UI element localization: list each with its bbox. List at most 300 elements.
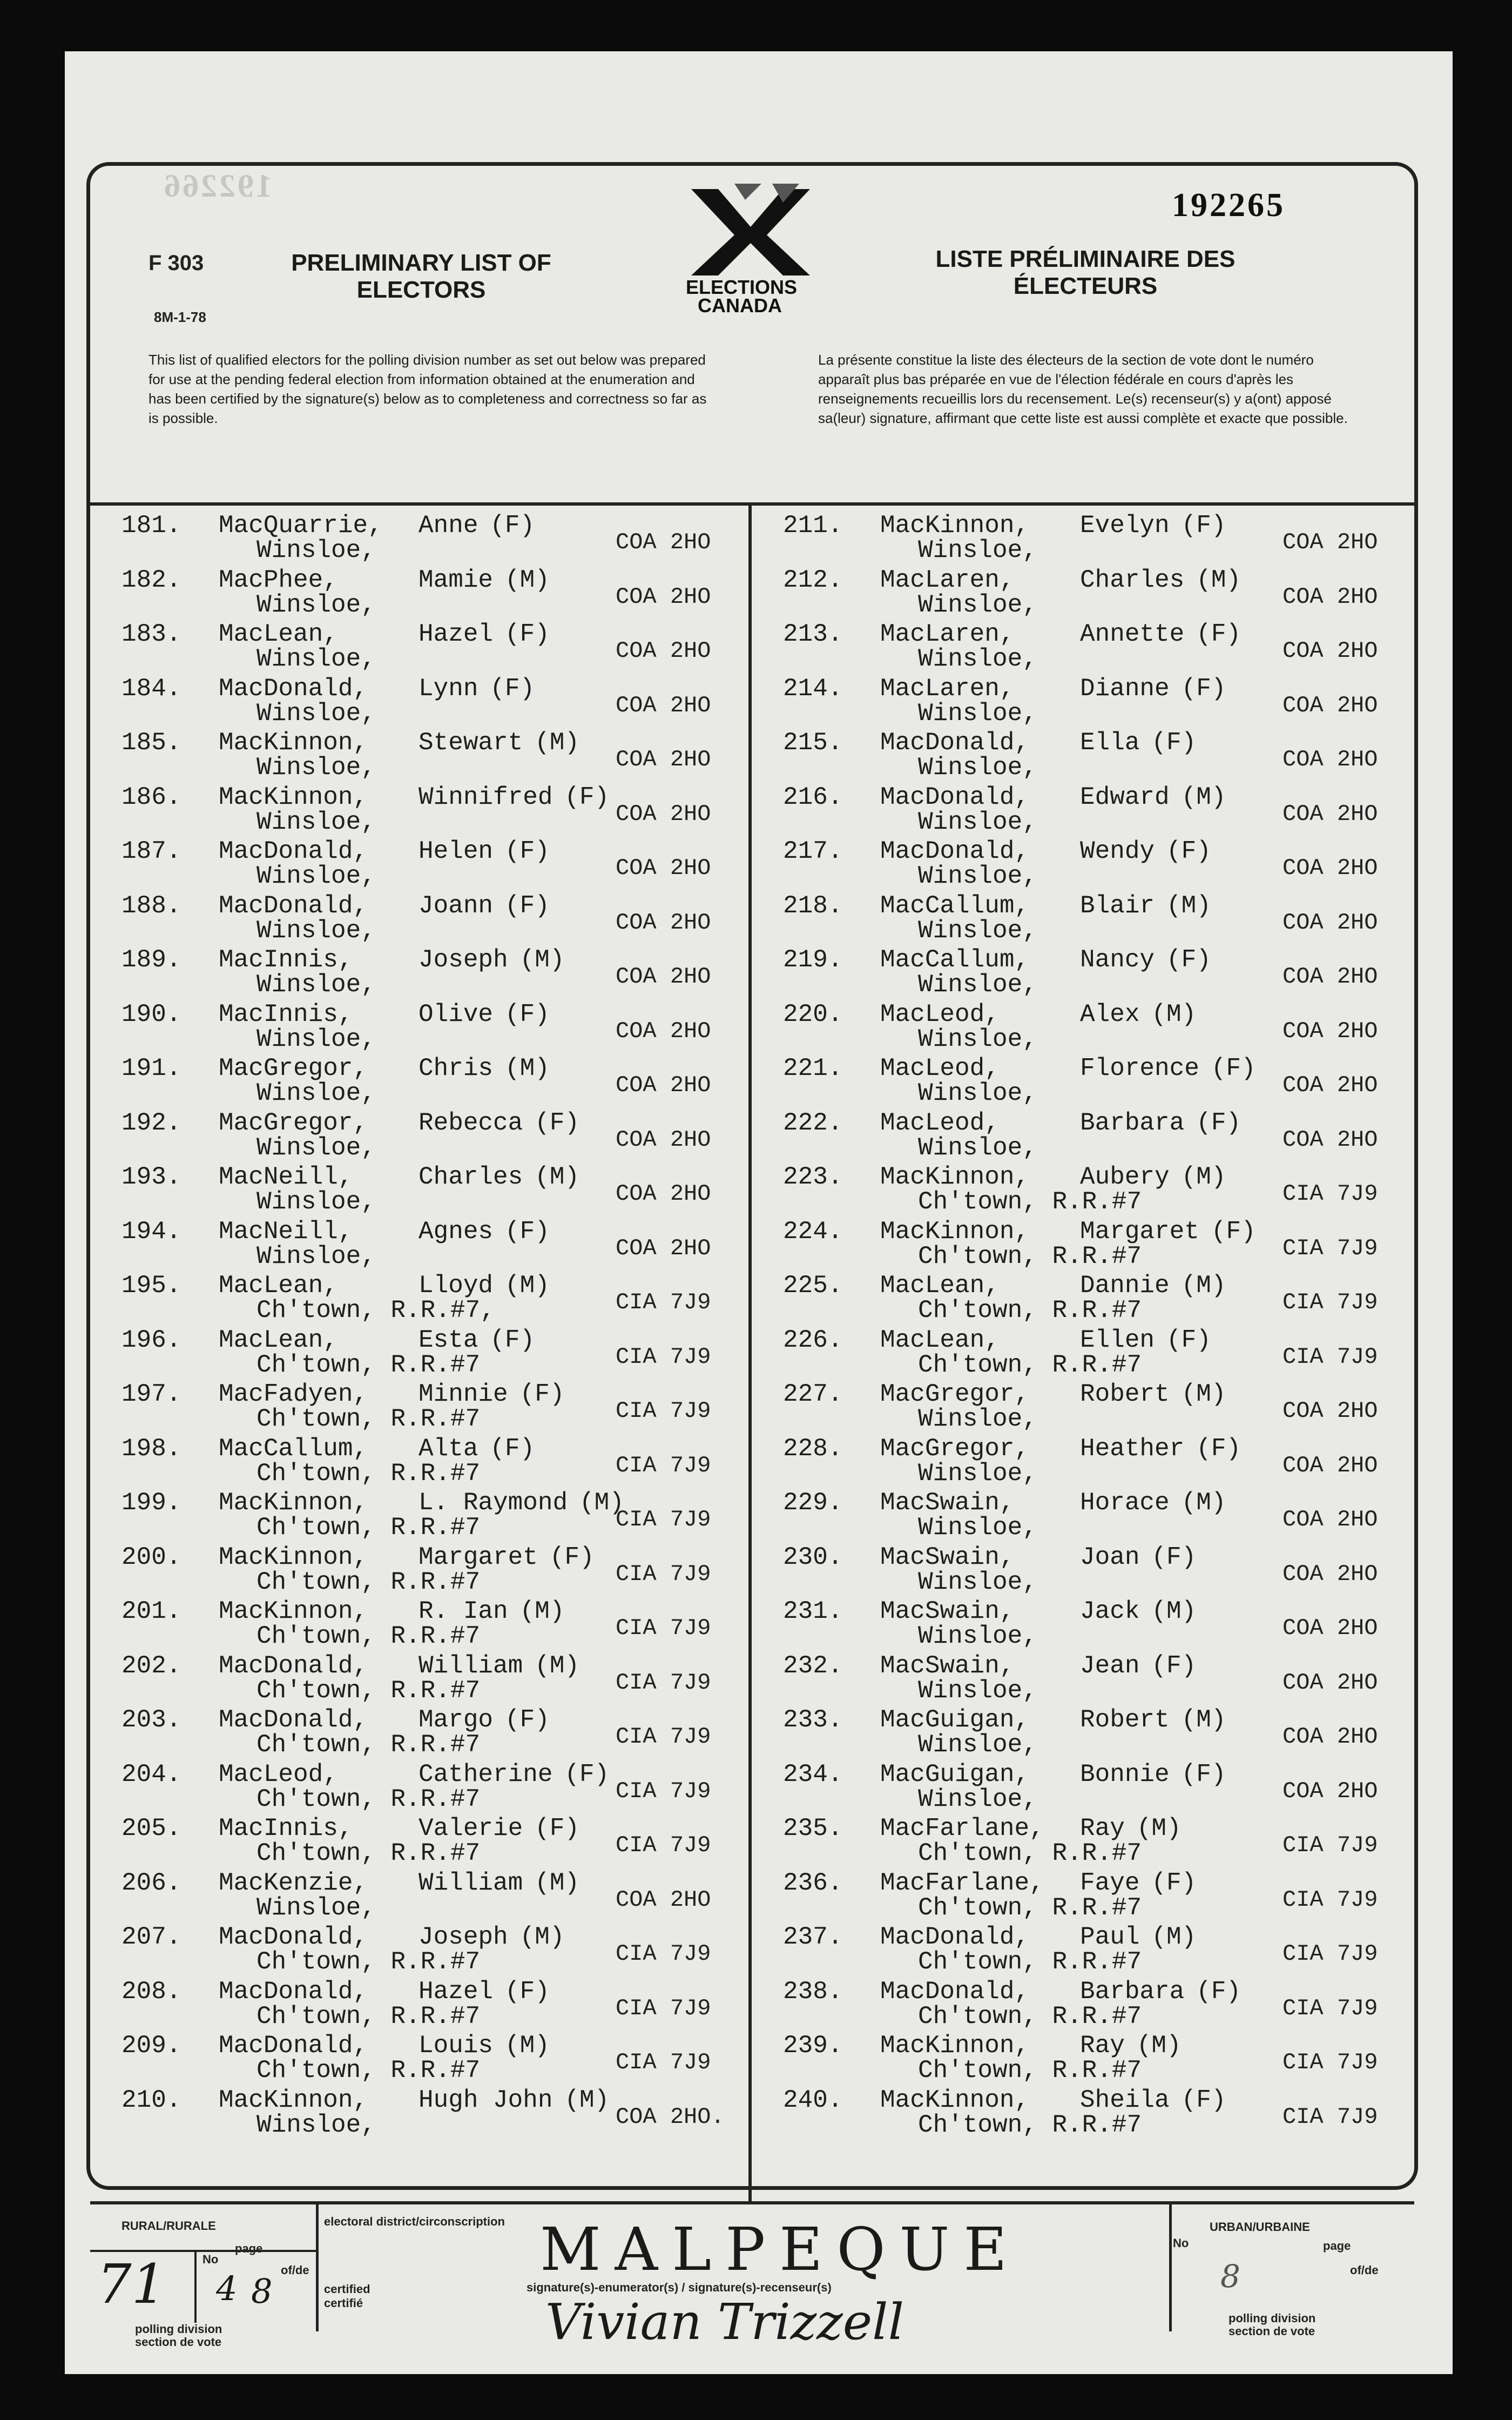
elector-entry [783, 1978, 1241, 2005]
form-date: 8M-1-78 [154, 309, 206, 325]
elector-surname: MacLeod, [880, 1108, 1000, 1137]
elector-number: 215. [783, 729, 843, 757]
elector-entry [783, 1327, 1211, 1354]
elector-entry [783, 1706, 1226, 1733]
elector-postal-code: CIA 7J9 [616, 2049, 711, 2075]
elector-given-name: Joseph [418, 946, 508, 974]
elector-postal-code: CIA 7J9 [1282, 2049, 1378, 2075]
elector-postal-code: CIA 7J9 [1282, 2103, 1378, 2130]
elector-sex: (F) [1211, 1054, 1256, 1083]
district-value: MALPEQUE [540, 2215, 1021, 2284]
elector-sex: (M) [1151, 1000, 1197, 1028]
elector-postal-code: COA 2HO [616, 1181, 711, 1207]
urban-page-of: 8 [1220, 2258, 1240, 2295]
elector-entry [122, 1489, 624, 1516]
elector-address: Winsloe, [256, 1133, 376, 1162]
elector-sex: (F) [490, 1434, 535, 1463]
elector-entry [122, 1110, 579, 1137]
urban-page-label: page [1323, 2239, 1351, 2253]
elector-postal-code: COA 2HO [616, 1886, 711, 1913]
elector-entry [783, 1218, 1256, 1245]
elector-number: 228. [783, 1434, 843, 1463]
elector-postal-code: COA 2HO [1282, 1126, 1378, 1153]
elector-address: Winsloe, [918, 1731, 1037, 1759]
elector-sex: (M) [519, 946, 565, 974]
elector-postal-code: CIA 7J9 [616, 1343, 711, 1370]
elector-entry [122, 621, 550, 648]
elector-address: Winsloe, [256, 590, 376, 619]
elector-surname: MacGregor, [219, 1054, 368, 1083]
elector-sex: (F) [535, 1814, 580, 1843]
elector-entry [122, 1381, 564, 1408]
elector-sex: (F) [505, 1000, 550, 1028]
elector-sex: (M) [519, 1597, 565, 1625]
elector-sex: (M) [1166, 891, 1211, 920]
elector-given-name: Dianne [1080, 674, 1170, 703]
elector-surname: MacKinnon, [880, 2086, 1030, 2114]
elector-entry [783, 1761, 1226, 1788]
rural-box-line [90, 2250, 317, 2252]
elector-given-name: Jean [1080, 1651, 1140, 1680]
elector-number: 203. [122, 1706, 181, 1734]
elector-address: Winsloe, [256, 1079, 376, 1107]
elector-given-name: Joan [1080, 1543, 1140, 1571]
elector-entry [783, 1598, 1196, 1625]
form-id: F 303 [148, 251, 204, 275]
elector-entry [783, 1001, 1196, 1028]
urban-of-label: of/de [1350, 2263, 1379, 2277]
elector-number: 227. [783, 1380, 843, 1408]
elector-given-name: Heather [1080, 1434, 1185, 1463]
elector-postal-code: COA 2HO [616, 855, 711, 881]
elector-surname: MacDonald, [219, 1651, 368, 1680]
elector-surname: MacKinnon, [219, 1597, 368, 1625]
elector-number: 223. [783, 1163, 843, 1191]
elector-given-name: Hugh John [418, 2086, 553, 2114]
elector-sex: (F) [490, 1326, 535, 1354]
elector-address: Ch'town, R.R.#7 [256, 1568, 481, 1596]
elector-number: 212. [783, 566, 843, 594]
elector-surname: MacSwain, [880, 1651, 1015, 1680]
title-english: PRELIMINARY LIST OF ELECTORS [291, 250, 551, 303]
elector-surname: MacDonald, [880, 1977, 1030, 2006]
elector-surname: MacGregor, [880, 1380, 1030, 1408]
elector-address: Winsloe, [918, 1568, 1037, 1596]
elector-entry [122, 1652, 579, 1679]
elector-sex: (M) [1151, 1923, 1197, 1951]
elector-entry [783, 1815, 1182, 1842]
elector-given-name: Margo [418, 1706, 494, 1734]
elector-entry [783, 2032, 1182, 2059]
elector-postal-code: COA 2HO [616, 747, 711, 772]
elector-number: 225. [783, 1272, 843, 1300]
logo-text: ELECTIONS CANADA [686, 276, 798, 317]
elector-address: Ch'town, R.R.#7, [256, 1296, 495, 1325]
elector-given-name: William [418, 1651, 523, 1680]
elector-sex: (F) [1196, 1977, 1241, 2006]
elector-entry [783, 1924, 1196, 1951]
elector-given-name: Ray [1080, 1814, 1125, 1843]
elector-number: 219. [783, 946, 843, 974]
elector-sex: (M) [505, 1054, 550, 1083]
elector-surname: MacKinnon, [880, 1163, 1030, 1191]
elector-given-name: Hazel [418, 620, 494, 648]
elector-surname: MacCallum, [219, 1434, 368, 1463]
elector-entry [783, 1652, 1196, 1679]
elector-postal-code: CIA 7J9 [616, 1724, 711, 1750]
elector-given-name: Ray [1080, 2032, 1125, 2060]
elector-postal-code: COA 2HO [616, 1235, 711, 1261]
header-divider [90, 502, 1414, 506]
elector-postal-code: CIA 7J9 [1282, 1289, 1378, 1315]
elector-entry [783, 784, 1226, 811]
elector-given-name: Evelyn [1080, 512, 1170, 540]
elector-entry [783, 1544, 1196, 1571]
rural-box-divider [194, 2250, 197, 2323]
elector-given-name: Charles [1080, 566, 1185, 594]
elector-postal-code: CIA 7J9 [616, 1507, 711, 1532]
elector-postal-code: COA 2HO [1282, 801, 1378, 827]
elector-given-name: Ellen [1080, 1326, 1155, 1354]
elector-sex: (F) [1196, 1434, 1241, 1463]
elector-postal-code: COA 2HO [616, 801, 711, 827]
elector-sex: (F) [1166, 1326, 1211, 1354]
elector-number: 205. [122, 1814, 181, 1843]
elector-entry [122, 567, 550, 594]
elector-given-name: Robert [1080, 1706, 1170, 1734]
elector-number: 240. [783, 2086, 843, 2114]
elector-address: Winsloe, [918, 1459, 1037, 1488]
elector-sex: (F) [1181, 674, 1226, 703]
elector-surname: MacQuarrie, [219, 512, 383, 540]
elector-entry [783, 1870, 1196, 1897]
elector-postal-code: COA 2HO [1282, 747, 1378, 772]
elector-sex: (F) [1181, 1760, 1226, 1789]
rural-of-label: of/de [281, 2263, 309, 2277]
elector-address: Winsloe, [256, 699, 376, 728]
elector-postal-code: CIA 7J9 [616, 1669, 711, 1696]
elector-address: Ch'town, R.R.#7 [256, 1731, 481, 1759]
elector-number: 186. [122, 783, 181, 811]
elector-given-name: Wendy [1080, 837, 1155, 865]
elector-number: 231. [783, 1597, 843, 1625]
elector-address: Ch'town, R.R.#7 [918, 1350, 1142, 1379]
elector-surname: MacLean, [219, 1272, 338, 1300]
polling-number: 71 [97, 2253, 166, 2316]
elector-surname: MacLaren, [880, 674, 1015, 703]
enumerator-signature: Vivian Trizzell [545, 2293, 904, 2351]
elector-surname: MacDonald, [880, 1923, 1030, 1951]
elector-postal-code: CIA 7J9 [1282, 1343, 1378, 1370]
elector-postal-code: CIA 7J9 [1282, 1181, 1378, 1207]
elector-given-name: Faye [1080, 1868, 1140, 1897]
elector-address: Ch'town, R.R.#7 [918, 2056, 1142, 2085]
elector-number: 184. [122, 674, 181, 703]
urban-box-edge [1169, 2204, 1172, 2331]
elector-given-name: Ella [1080, 729, 1140, 757]
elector-surname: MacLeod, [219, 1760, 338, 1789]
elector-sex: (M) [519, 1923, 565, 1951]
elector-postal-code: COA 2HO [1282, 1778, 1378, 1804]
elector-given-name: Charles [418, 1163, 523, 1191]
serial-number: 192265 [1172, 187, 1285, 224]
elector-sex: (F) [490, 512, 535, 540]
elector-sex: (F) [1211, 1217, 1256, 1246]
elector-surname: MacDonald, [880, 837, 1030, 865]
elector-sex: (M) [1181, 1163, 1226, 1191]
elector-number: 210. [122, 2086, 181, 2114]
elector-given-name: Horace [1080, 1489, 1170, 1517]
elector-postal-code: COA 2HO [1282, 964, 1378, 990]
elector-surname: MacNeill, [219, 1163, 353, 1191]
elector-surname: MacLean, [880, 1326, 1000, 1354]
elector-given-name: R. Ian [418, 1597, 508, 1625]
elector-postal-code: COA 2HO [616, 529, 711, 555]
elector-postal-code: COA 2HO [1282, 1072, 1378, 1098]
elector-entry [122, 1164, 579, 1191]
district-label: electoral district/circonscription [324, 2215, 505, 2228]
elector-number: 199. [122, 1489, 181, 1517]
mirrored-serial: 192266 [162, 168, 272, 204]
elector-given-name: Agnes [418, 1217, 494, 1246]
elector-number: 187. [122, 837, 181, 865]
elector-surname: MacDonald, [880, 729, 1030, 757]
elector-postal-code: COA 2HO [616, 692, 711, 718]
elector-entry [122, 1815, 579, 1842]
elector-address: Winsloe, [918, 1079, 1037, 1107]
elector-given-name: Hazel [418, 1977, 494, 2006]
elector-entry [783, 1164, 1226, 1191]
elector-entry [122, 1001, 550, 1028]
elector-address: Ch'town, R.R.#7 [918, 1188, 1142, 1216]
elector-sex: (F) [505, 1977, 550, 2006]
elector-address: Ch'town, R.R.#7 [918, 1296, 1142, 1325]
elector-postal-code: COA 2HO [616, 1018, 711, 1044]
elector-entry [783, 946, 1211, 973]
elector-postal-code: COA 2HO [616, 964, 711, 990]
elector-sex: (M) [1196, 566, 1241, 594]
elector-number: 226. [783, 1326, 843, 1354]
elector-address: Winsloe, [918, 971, 1037, 999]
elector-address: Ch'town, R.R.#7 [256, 1676, 481, 1705]
elector-entry [122, 729, 579, 756]
elector-postal-code: COA 2HO [1282, 1398, 1378, 1424]
elector-sex: (M) [1136, 2032, 1182, 2060]
elector-sex: (F) [1151, 1543, 1197, 1571]
elector-address: Winsloe, [918, 862, 1037, 890]
elector-postal-code: COA 2HO [616, 583, 711, 610]
elector-address: Winsloe, [256, 1025, 376, 1053]
elector-sex: (F) [1196, 1108, 1241, 1137]
elector-number: 183. [122, 620, 181, 648]
elector-surname: MacDonald, [219, 674, 368, 703]
elector-surname: MacLeod, [880, 1054, 1000, 1083]
elector-given-name: Alta [418, 1434, 478, 1463]
elector-given-name: L. Raymond [418, 1489, 568, 1517]
rural-no-label: No [202, 2253, 219, 2266]
elector-address: Ch'town, R.R.#7 [256, 1622, 481, 1650]
elector-surname: MacKinnon, [880, 1217, 1030, 1246]
elector-postal-code: COA 2HO [616, 909, 711, 936]
elector-number: 195. [122, 1272, 181, 1300]
elector-surname: MacDonald, [219, 1923, 368, 1951]
title-french: LISTE PRÉLIMINAIRE DES ÉLECTEURS [935, 246, 1236, 299]
elector-sex: (M) [579, 1489, 624, 1517]
rural-label: RURAL/RURALE [122, 2219, 216, 2233]
elector-number: 234. [783, 1760, 843, 1789]
elector-address: Winsloe, [918, 1785, 1037, 1813]
elector-given-name: Blair [1080, 891, 1155, 920]
elector-sex: (F) [535, 1108, 580, 1137]
elector-postal-code: COA 2HO [1282, 1615, 1378, 1641]
elector-surname: MacInnis, [219, 946, 353, 974]
logo-x-icon [680, 184, 821, 275]
elector-entry [122, 1870, 579, 1897]
elector-number: 238. [783, 1977, 843, 2006]
elector-entry [783, 1272, 1226, 1299]
elector-sex: (F) [1166, 946, 1211, 974]
elector-surname: MacCallum, [880, 946, 1030, 974]
elector-surname: MacKinnon, [219, 2086, 368, 2114]
elector-sex: (M) [1151, 1597, 1197, 1625]
elector-postal-code: COA 2HO [616, 638, 711, 664]
elector-given-name: Olive [418, 1000, 494, 1028]
elector-given-name: Barbara [1080, 1977, 1185, 2006]
elector-surname: MacKinnon, [219, 1543, 368, 1571]
elector-postal-code: COA 2HO [1282, 909, 1378, 936]
elector-number: 209. [122, 2032, 181, 2060]
elector-given-name: Esta [418, 1326, 478, 1354]
elector-sex: (F) [1151, 1651, 1197, 1680]
elector-given-name: Alex [1080, 1000, 1140, 1028]
column-divider [748, 502, 752, 2203]
elector-postal-code: COA 2HO [1282, 1018, 1378, 1044]
elector-given-name: Anne [418, 512, 478, 540]
elector-address: Winsloe, [918, 1676, 1037, 1705]
elector-address: Ch'town, R.R.#7 [256, 1514, 481, 1542]
elector-entry [122, 946, 564, 973]
elector-address: Winsloe, [918, 1025, 1037, 1053]
elector-number: 185. [122, 729, 181, 757]
elector-number: 188. [122, 891, 181, 920]
elector-surname: MacLean, [880, 1272, 1000, 1300]
elector-surname: MacKenzie, [219, 1868, 368, 1897]
elector-sex: (M) [564, 2086, 610, 2114]
elector-given-name: Paul [1080, 1923, 1140, 1951]
elector-postal-code: COA 2HO [1282, 1452, 1378, 1478]
elector-surname: MacGregor, [219, 1108, 368, 1137]
elector-postal-code: CIA 7J9 [616, 1941, 711, 1967]
elector-postal-code: COA 2HO [1282, 529, 1378, 555]
elector-surname: MacPhee, [219, 566, 338, 594]
elector-address: Winsloe, [256, 916, 376, 945]
elector-given-name: Barbara [1080, 1108, 1185, 1137]
elector-postal-code: CIA 7J9 [1282, 1941, 1378, 1967]
elector-entry [122, 784, 609, 811]
elector-surname: MacInnis, [219, 1000, 353, 1028]
elector-sex: (F) [505, 620, 550, 648]
elector-entry [122, 1978, 550, 2005]
intro-english: This list of qualified electors for the polling division number as set out below was prepared for use at the pending federal election from information obtained at the enumeration and has been certified by the signature(s) below as to completeness and correctness so far as is possible. [148, 352, 707, 426]
elector-number: 196. [122, 1326, 181, 1354]
elector-postal-code: CIA 7J9 [616, 1832, 711, 1858]
elector-address: Ch'town, R.R.#7 [256, 1785, 481, 1813]
elector-number: 201. [122, 1597, 181, 1625]
elector-given-name: Nancy [1080, 946, 1155, 974]
elector-number: 221. [783, 1054, 843, 1083]
elector-sex: (M) [1181, 1489, 1226, 1517]
elector-entry [783, 1489, 1226, 1516]
elector-number: 213. [783, 620, 843, 648]
elector-sex: (M) [505, 1272, 550, 1300]
elector-postal-code: COA 2HO [1282, 692, 1378, 718]
elector-surname: MacFarlane, [880, 1814, 1044, 1843]
elector-sex: (F) [1151, 1868, 1197, 1897]
rural-page-label: page [235, 2242, 263, 2255]
elector-address: Ch'town, R.R.#7 [256, 1839, 481, 1867]
elector-entry [122, 1544, 595, 1571]
elector-number: 237. [783, 1923, 843, 1951]
elector-address: Ch'town, R.R.#7 [918, 2110, 1142, 2139]
elector-sex: (M) [535, 729, 580, 757]
elector-entry [122, 838, 550, 865]
elector-address: Winsloe, [256, 1893, 376, 1922]
elector-entry [783, 1055, 1256, 1082]
elector-sex: (F) [564, 783, 610, 811]
elector-number: 208. [122, 1977, 181, 2006]
elector-number: 217. [783, 837, 843, 865]
elector-given-name: Minnie [418, 1380, 508, 1408]
elector-surname: MacKinnon, [219, 1489, 368, 1517]
elector-given-name: Lloyd [418, 1272, 494, 1300]
elector-surname: MacKinnon, [219, 783, 368, 811]
elector-entry [783, 567, 1241, 594]
elector-number: 192. [122, 1108, 181, 1137]
elector-surname: MacSwain, [880, 1489, 1015, 1517]
elector-entry [122, 1272, 550, 1299]
page-number: 4 [216, 2269, 238, 2308]
elector-given-name: Chris [418, 1054, 494, 1083]
elector-sex: (M) [1181, 1272, 1226, 1300]
elector-number: 189. [122, 946, 181, 974]
elector-address: Ch'town, R.R.#7 [918, 2002, 1142, 2031]
elector-given-name: Winnifred [418, 783, 553, 811]
elector-surname: MacLean, [219, 1326, 338, 1354]
elector-number: 229. [783, 1489, 843, 1517]
elector-number: 198. [122, 1434, 181, 1463]
elector-given-name: Margaret [1080, 1217, 1199, 1246]
elector-given-name: Dannie [1080, 1272, 1170, 1300]
rural-box-edge [316, 2204, 319, 2331]
elector-surname: MacSwain, [880, 1597, 1015, 1625]
elector-number: 211. [783, 512, 843, 540]
elector-address: Ch'town, R.R.#7 [256, 2056, 481, 2085]
elector-address: Winsloe, [256, 1188, 376, 1216]
elector-number: 220. [783, 1000, 843, 1028]
elector-entry [122, 892, 550, 919]
elector-address: Winsloe, [256, 808, 376, 836]
elector-given-name: William [418, 1868, 523, 1897]
elector-sex: (M) [535, 1868, 580, 1897]
elector-sex: (F) [564, 1760, 610, 1789]
elector-surname: MacLaren, [880, 620, 1015, 648]
elector-surname: MacDonald, [219, 837, 368, 865]
elector-entry [783, 621, 1241, 648]
elector-given-name: Rebecca [418, 1108, 523, 1137]
signature-label: signature(s)-enumerator(s) / signature(s)-recenseur(s) [526, 2281, 832, 2294]
elector-number: 197. [122, 1380, 181, 1408]
elector-number: 202. [122, 1651, 181, 1680]
